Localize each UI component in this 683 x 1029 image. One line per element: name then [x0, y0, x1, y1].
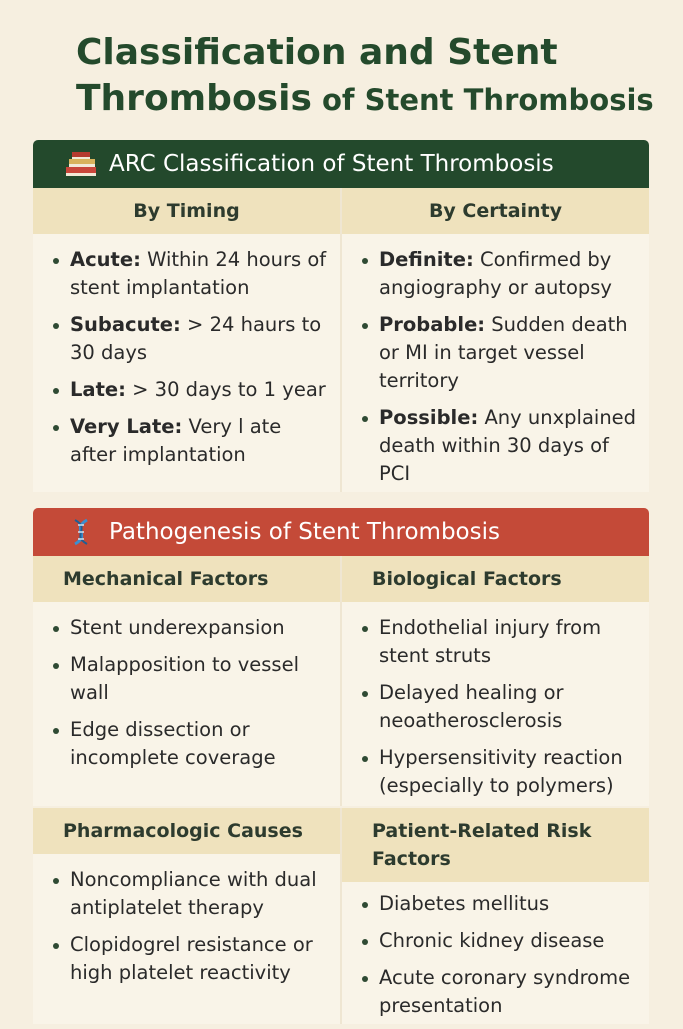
list-item: Late: > 30 days to 1 year — [33, 376, 340, 404]
timing-list — [33, 234, 340, 469]
title-line-2-main: Thrombosis — [76, 78, 312, 119]
page-title — [76, 30, 676, 123]
list-item: Subacute: > 24 haurs to 30 days — [33, 311, 340, 367]
list-item: Stent underexpansion — [33, 614, 340, 642]
patho-section-title: Pathogenesis of Stent Thrombosis — [109, 519, 500, 545]
list-item: Malapposition to vessel wall — [33, 651, 340, 707]
pharmacologic-list — [33, 854, 340, 987]
patient-column — [342, 808, 649, 1029]
certainty-header: By Certainty — [342, 188, 649, 234]
arc-section-title: ARC Classification of Stent Thrombosis — [109, 151, 554, 177]
patient-list — [342, 882, 649, 1020]
list-item: Edge dissection or incomplete coverage — [33, 716, 340, 772]
mechanical-header: Mechanical Factors — [33, 556, 340, 602]
arc-section-header — [33, 140, 649, 188]
title-line-2 — [76, 76, 676, 123]
title-line-1: Classification and Stent — [76, 32, 558, 73]
list-item: Noncompliance with dual antiplatelet therapy — [33, 866, 340, 922]
list-item: Delayed healing or neoatherosclerosis — [342, 679, 649, 735]
list-item: Probable: Sudden death or MI in target vessel territory — [342, 311, 649, 395]
dna-icon — [63, 517, 99, 547]
list-item: Endothelial injury from stent struts — [342, 614, 649, 670]
list-item: Acute: Within 24 hours of stent implantation — [33, 246, 340, 302]
list-item: Definite: Confirmed by angiography or autopsy — [342, 246, 649, 302]
biological-list — [342, 602, 649, 800]
biological-column — [342, 556, 649, 809]
pharmacologic-header: Pharmacologic Causes — [33, 808, 340, 854]
biological-header: Biological Factors — [342, 556, 649, 602]
certainty-list — [342, 234, 649, 488]
list-item: Clopidogrel resistance or high platelet reactivity — [33, 931, 340, 987]
list-item: Hypersensitivity reaction (especially to polymers) — [342, 744, 649, 800]
list-item: Very Late: Very l ate after implantation — [33, 413, 340, 469]
certainty-column — [342, 188, 649, 497]
patho-panel-bottom — [33, 808, 649, 1024]
timing-column — [33, 188, 340, 478]
timing-header: By Timing — [33, 188, 340, 234]
list-item: Acute coronary syndrome presentation — [342, 964, 649, 1020]
arc-panel — [33, 188, 649, 492]
books-icon — [63, 149, 99, 179]
list-item: Possible: Any unxplained death within 30 days of PCI — [342, 404, 649, 488]
mechanical-column — [33, 556, 340, 781]
patho-section-header — [33, 508, 649, 556]
patho-panel-top — [33, 556, 649, 806]
list-item: Chronic kidney disease — [342, 927, 649, 955]
mechanical-list — [33, 602, 340, 772]
title-line-2-small: of Stent Thrombosis — [311, 83, 654, 117]
pharmacologic-column — [33, 808, 340, 996]
patient-header: Patient-Related Risk Factors — [342, 808, 649, 882]
list-item: Diabetes mellitus — [342, 890, 649, 918]
